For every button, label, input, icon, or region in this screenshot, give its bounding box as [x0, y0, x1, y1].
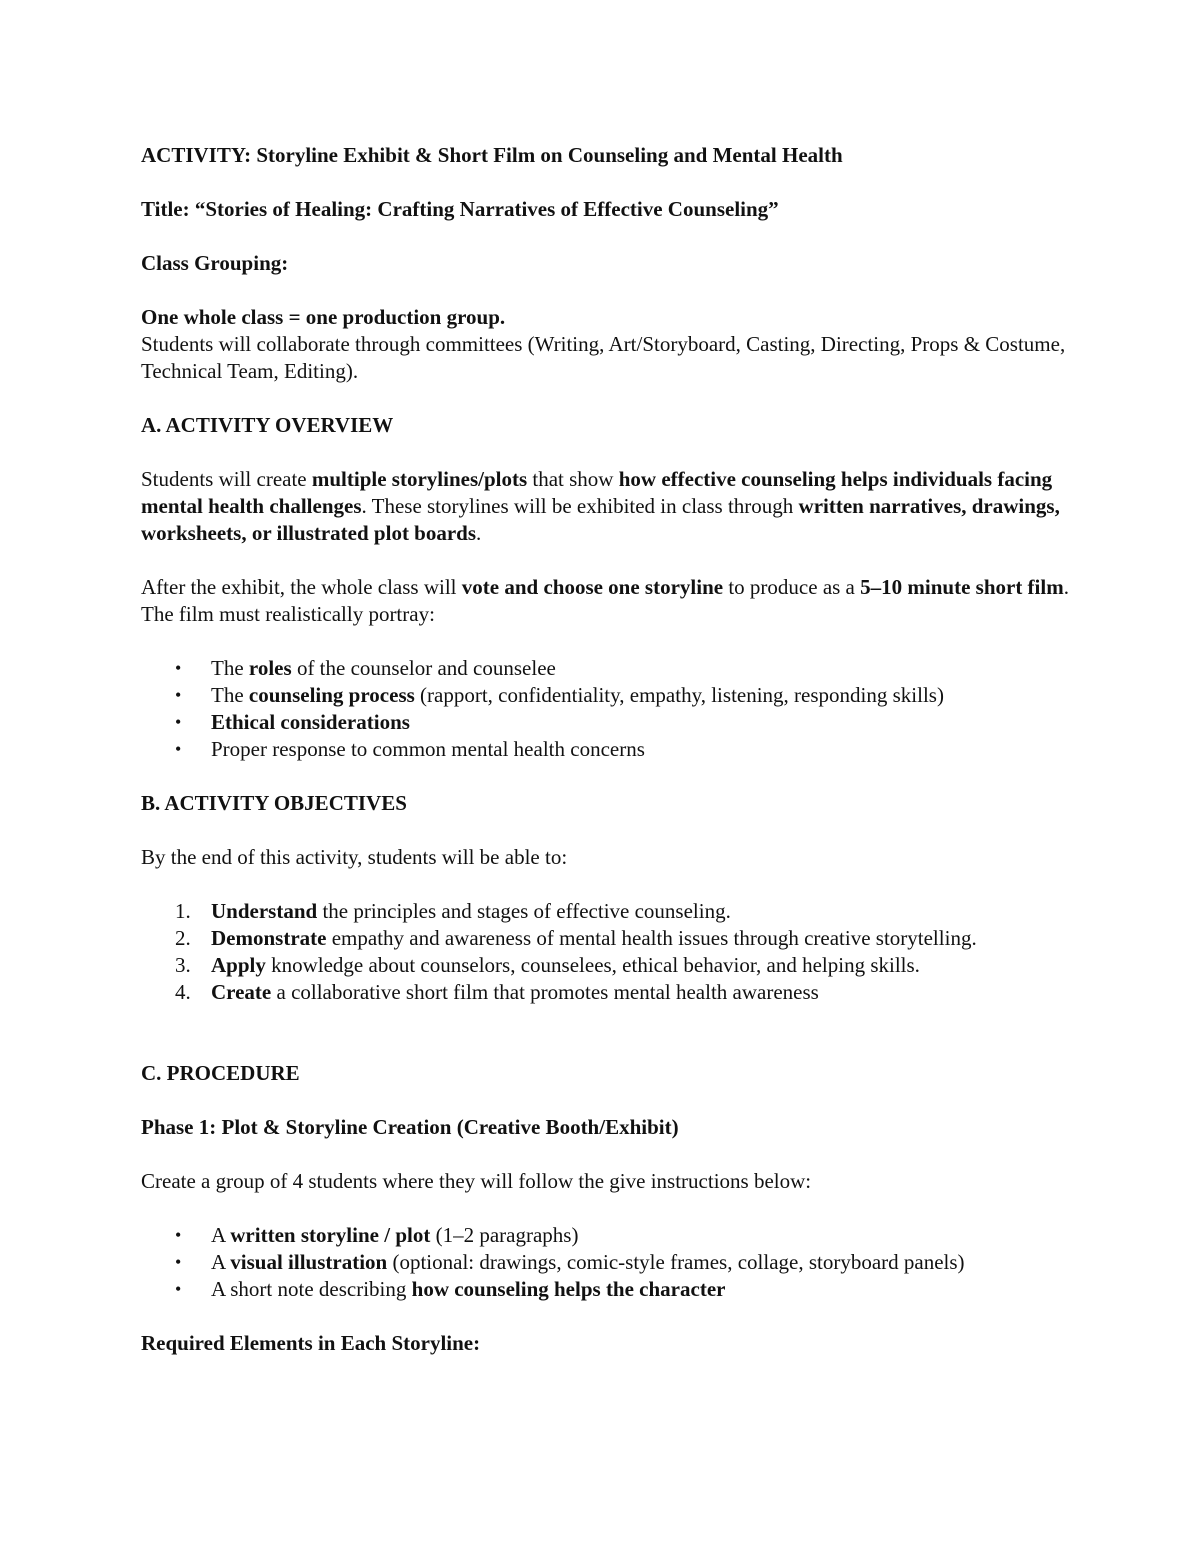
list-item: • The roles of the counselor and counselee — [175, 656, 556, 680]
required-elements-heading: Required Elements in Each Storyline: — [141, 1331, 481, 1355]
storyline-requirements-list — [141, 1222, 1081, 1303]
committees-text: Students will collaborate through committees (Writing, Art/Storyboard, Casting, Directing, Props & Costume, Technical Team, Editing). — [141, 332, 1066, 383]
list-number: 3. — [175, 953, 191, 977]
bullet-icon: • — [175, 739, 182, 759]
class-grouping-heading: Class Grouping: — [141, 251, 289, 275]
overview-paragraph: Students will create multiple storylines/plots that show how effective counseling helps individuals facing mental health challenges. These storylines will be exhibited in class through written narratives, drawings, worksheets, or illustrated plot boards. — [141, 467, 1060, 545]
phase-1-heading: Phase 1: Plot & Storyline Creation (Creative Booth/Exhibit) — [141, 1115, 679, 1139]
bullet-icon: • — [175, 685, 182, 705]
film-paragraph: After the exhibit, the whole class will vote and choose one storyline to produce as a 5–10 minute short film. The film must realistically portray: — [141, 575, 1069, 626]
list-item: 1. Understand the principles and stages of effective counseling. — [175, 899, 731, 923]
list-number: 1. — [175, 899, 191, 923]
document-title: Title: “Stories of Healing: Crafting Narratives of Effective Counseling” — [141, 197, 779, 221]
document-body — [141, 142, 1081, 1357]
list-item: • Ethical considerations — [175, 710, 410, 734]
production-group-line: One whole class = one production group. — [141, 305, 506, 329]
objectives-list — [141, 898, 1081, 1006]
phase-1-intro: Create a group of 4 students where they will follow the give instructions below: — [141, 1169, 812, 1193]
section-a-heading: A. ACTIVITY OVERVIEW — [141, 413, 394, 437]
section-b-heading: B. ACTIVITY OBJECTIVES — [141, 791, 407, 815]
list-item: • A short note describing how counseling helps the character — [175, 1277, 726, 1301]
list-item: 2. Demonstrate empathy and awareness of mental health issues through creative storytelling. — [175, 926, 977, 950]
section-c-heading: C. PROCEDURE — [141, 1061, 300, 1085]
bullet-icon: • — [175, 1225, 182, 1245]
list-item: 3. Apply knowledge about counselors, counselees, ethical behavior, and helping skills. — [175, 953, 920, 977]
list-item: • Proper response to common mental health concerns — [175, 737, 645, 761]
list-item: • The counseling process (rapport, confidentiality, empathy, listening, responding skills) — [175, 683, 944, 707]
list-number: 2. — [175, 926, 191, 950]
list-item: 4. Create a collaborative short film that promotes mental health awareness — [175, 980, 819, 1004]
activity-heading: ACTIVITY: Storyline Exhibit & Short Film on Counseling and Mental Health — [141, 143, 843, 167]
list-item: • A written storyline / plot (1–2 paragraphs) — [175, 1223, 579, 1247]
bullet-icon: • — [175, 1252, 182, 1272]
bullet-icon: • — [175, 712, 182, 732]
portrayal-list — [141, 655, 1081, 763]
list-item: • A visual illustration (optional: drawings, comic-style frames, collage, storyboard panels) — [175, 1250, 965, 1274]
bullet-icon: • — [175, 1279, 182, 1299]
list-number: 4. — [175, 980, 191, 1004]
objectives-intro: By the end of this activity, students will be able to: — [141, 845, 568, 869]
bullet-icon: • — [175, 658, 182, 678]
